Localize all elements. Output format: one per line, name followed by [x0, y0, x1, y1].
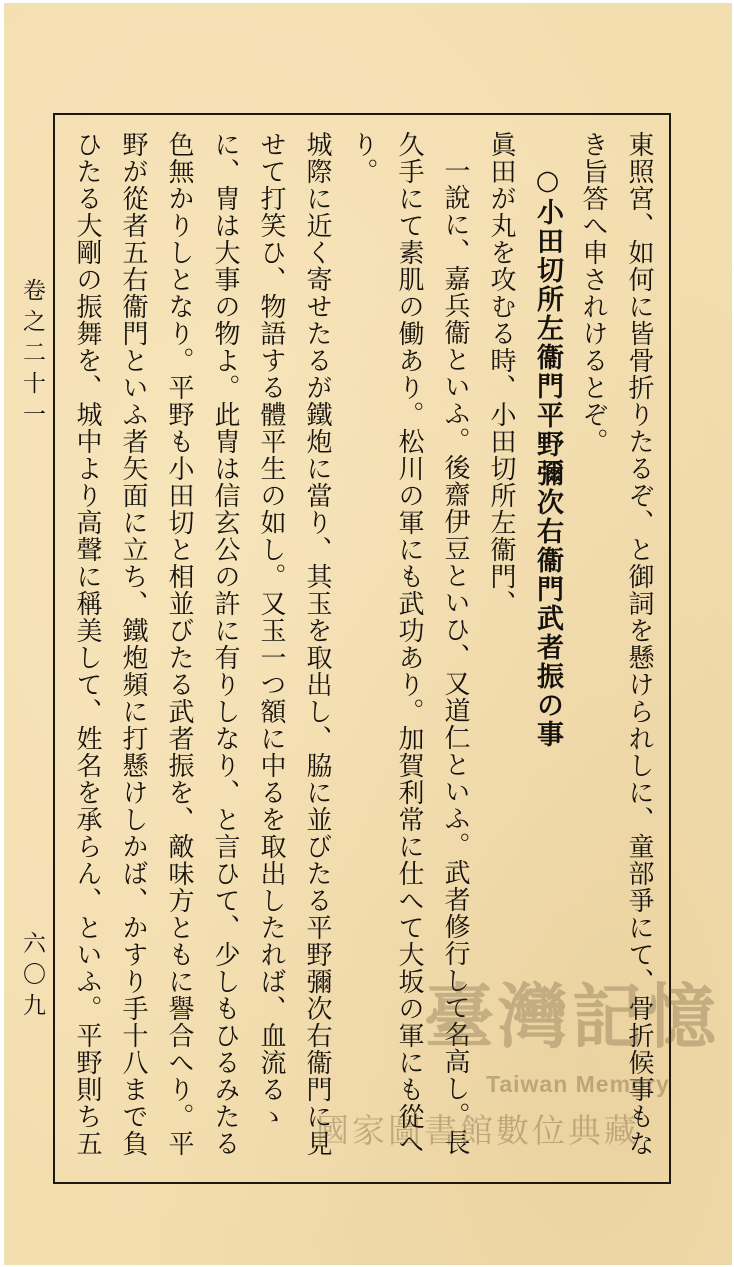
- running-title: 卷之二十一: [19, 278, 45, 433]
- page-number: 六〇九: [19, 931, 45, 1024]
- watermark-chinese: 國家圖書館數位典藏: [316, 1111, 640, 1150]
- paragraph-main: 城際に近く寄せたるが鐵炮に當り、其玉を取出し、脇に並びたる平野彌次右衞門に見せて打笑ひ、物語する體平生の如し。又玉一つ額に中るを取出したれば、血流るゝに、冑は大事の物よ。此冑は信玄公の許に有りしなり、と言ひて、少しもひるみたる色無かりしとなり。平野も小田切と相並びたる武者振を、敵味方ともに譽合へり。平野が從者五右衞門といふ者矢面に立ち、鐵炮頻に打懸けしかば、かすり手十八まで負ひたる大剛の振舞を、城中より高聲に稱美して、姓名を承らん、といふ。平野則ち五: [72, 131, 332, 1157]
- paragraph-note: 一說に、嘉兵衞といふ。後齋伊豆といひ、又道仁といふ。武者修行して名高し。長久手にて素肌の働あり。松川の軍にも武功あり。加賀利常に仕へて大坂の軍にも從へり。: [348, 131, 470, 1157]
- page-paper: [4, 3, 732, 1265]
- paragraph-opening: 眞田が丸を攻むる時、小田切所左衞門、: [486, 131, 516, 617]
- watermark-english: Taiwan Memory: [486, 1071, 670, 1097]
- section-heading: ○小田切所左衞門平野彌次右衞門武者振の事: [532, 165, 563, 749]
- paragraph-intro: 東照宮、如何に皆骨折りたるぞ、と御詞を懸けられしに、童部爭にて、骨折候事もなき旨答へ申されけるとぞ。: [578, 131, 654, 1157]
- watermark-logo: 臺灣記憶: [424, 975, 720, 1058]
